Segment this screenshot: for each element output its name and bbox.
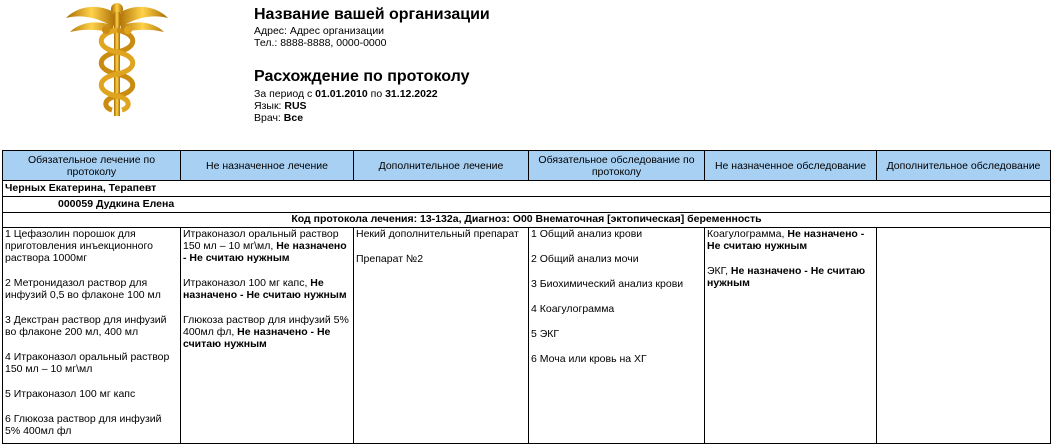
col-header: Не назначенное обследование	[705, 151, 877, 181]
list-item: Итраконазол оральный раствор 150 мл – 10 мг\мл, Не назначено - Не считаю нужным	[183, 228, 347, 264]
additional-exam-cell	[877, 228, 1051, 444]
table-header-row	[3, 151, 1051, 181]
mandatory-treatment-cell	[3, 228, 181, 444]
list-item: Коагулограмма, Не назначено - Не считаю нужным	[707, 228, 865, 252]
patient-name: Черных Екатерина, Терапевт	[3, 181, 1051, 197]
list-item: Препарат №2	[356, 253, 424, 265]
list-item: Некий дополнительный препарат	[356, 228, 519, 240]
col-header: Дополнительное лечение	[354, 151, 529, 181]
list-item: 6 Глюкоза раствор для инфузий 5% 400мл фл	[5, 413, 162, 437]
list-item: 3 Биохимический анализ крови	[531, 278, 684, 290]
mandatory-exam-cell	[529, 228, 705, 444]
list-item: 1 Цефазолин порошок для приготовления инъекционного раствора 1000мг	[5, 228, 153, 264]
list-item: 4 Коагулограмма	[531, 303, 615, 315]
table-row	[3, 228, 1051, 444]
case-name: 000059 Дудкина Елена	[3, 197, 1051, 213]
case-row	[3, 197, 1051, 213]
not-prescribed-exam-cell	[705, 228, 877, 444]
org-phone: Тел.: 8888-8888, 0000-0000	[254, 37, 387, 49]
list-item: Итраконазол 100 мг капс, Не назначено - Не считаю нужным	[183, 277, 347, 301]
list-item: 1 Общий анализ крови	[531, 228, 643, 240]
col-header: Обязательное лечение по протоколу	[3, 151, 181, 181]
discrepancy-table	[2, 150, 1051, 444]
list-item: 4 Итраконазол оральный раствор 150 мл – 10 мг\мл	[5, 351, 170, 375]
col-header: Не назначенное лечение	[181, 151, 354, 181]
col-header: Обязательное обследование по протоколу	[529, 151, 705, 181]
org-name: Название вашей организации	[254, 6, 490, 23]
list-item: ЭКГ, Не назначено - Не считаю нужным	[707, 265, 866, 289]
list-item: 3 Декстран раствор для инфузий во флаконе 200 мл, 400 мл	[5, 314, 167, 338]
col-header: Дополнительное обследование	[877, 151, 1051, 181]
report-period: За период с 01.01.2010 по 31.12.2022	[254, 88, 438, 100]
patient-row	[3, 181, 1051, 197]
report-title: Расхождение по протоколу	[254, 68, 470, 85]
list-item: Глюкоза раствор для инфузий 5% 400мл фл, Не назначено - Не считаю нужным	[183, 314, 349, 350]
report-language: Язык: RUS	[254, 100, 307, 112]
list-item: 2 Общий анализ мочи	[531, 253, 639, 265]
caduceus-logo	[62, 0, 172, 120]
org-address: Адрес: Адрес организации	[254, 25, 385, 37]
report-doctor: Врач: Все	[254, 112, 304, 124]
org-header	[254, 5, 490, 49]
report-header	[254, 67, 469, 124]
list-item: 5 ЭКГ	[531, 328, 560, 340]
list-item: 6 Моча или кровь на ХГ	[531, 353, 647, 365]
additional-treatment-cell	[354, 228, 529, 444]
protocol-info: Код протокола лечения: 13-132а, Диагноз: O00 Внематочная [эктопическая] беременность	[3, 213, 1051, 228]
list-item: 2 Метронидазол раствор для инфузий 0,5 во флаконе 100 мл	[5, 277, 161, 301]
protocol-row	[3, 213, 1051, 228]
not-prescribed-treatment-cell	[181, 228, 354, 444]
list-item: 5 Итраконазол 100 мг капс	[5, 388, 136, 400]
